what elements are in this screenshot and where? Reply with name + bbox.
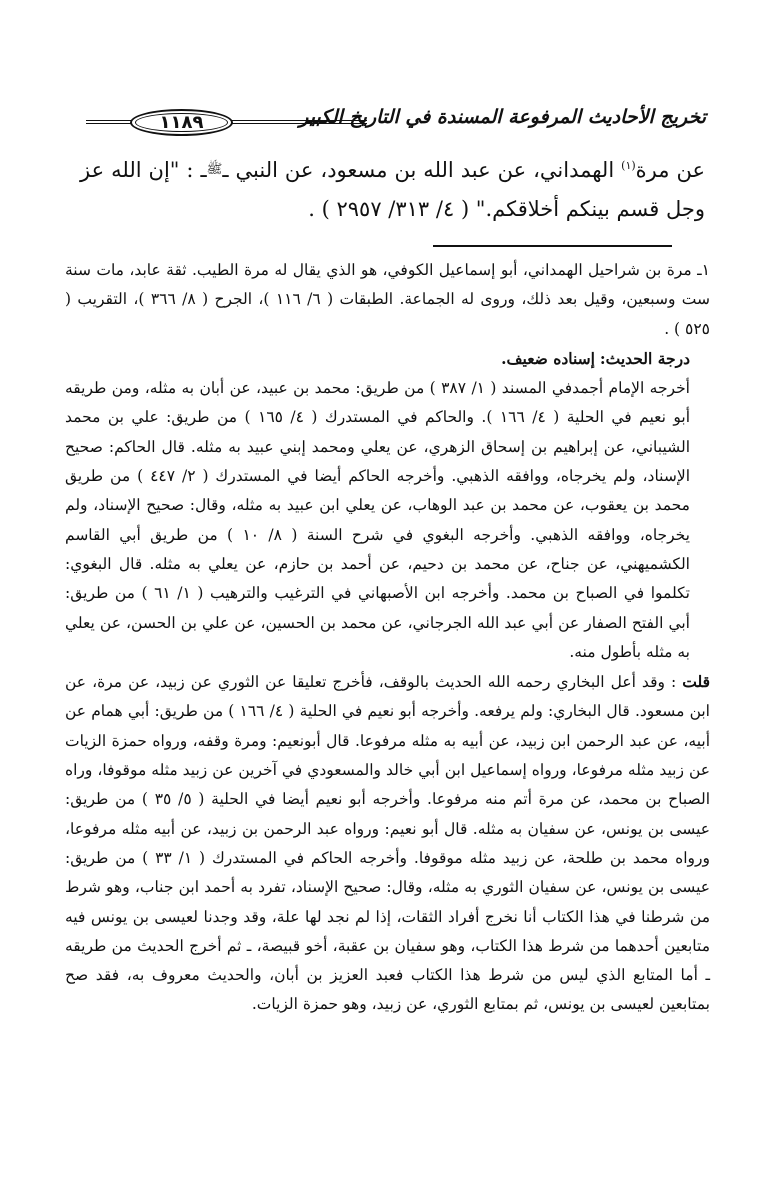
- hadith-text-part3: ـ : "إن الله عز وجل قسم بينكم أخلاقكم." ( ٤/ ٣١٣/ ٢٩٥٧ ) .: [80, 158, 705, 221]
- hadith-grade: [65, 344, 710, 374]
- footnote-1: [65, 256, 710, 344]
- header-rule-left: [86, 120, 131, 124]
- hadith-grade-value: إسناده ضعيف.: [501, 348, 595, 368]
- header-rule-right: [232, 120, 367, 124]
- footnote-reference[interactable]: (١): [621, 159, 636, 172]
- qult-paragraph: [65, 667, 710, 1020]
- running-header: [86, 104, 706, 138]
- takhrij-paragraph: أخرجه الإمام أجمدفي المسند ( ١/ ٣٨٧ ) من طريق: محمد بن عبيد، عن أبان به مثله، ومن طريقه أبو نعيم في الحلية ( ٤/ ١٦٦ ). والحاكم في المستدرك ( ٤/ ١٦٥ ) من طريق: علي بن محمد الشيباني، عن إبراهيم بن إسحاق الزهري، عن يعلي ومحمد إبني عبيد به مثله. قال الحاكم: صحيح الإسناد، ولم يخرجاه، ووافقه الذهبي. وأخرجه الحاكم أيضا في المستدرك ( ٢/ ٤٤٧ ) من طريق محمد بن يعقوب، عن محمد بن عبد الوهاب، عن يعلي ابن عبيد به مثله، وقال: صحيح الإسناد، ولم يخرجاه، ووافقه الذهبي. وأخرجه البغوي في شرح السنة ( ٨/ ١٠ ) من طريق أبي القاسم الكشميهني، عن جناح، عن محمد بن دحيم، عن أحمد بن حازم، عن يعلي به مثله. قال البغوي: تكلموا في الصباح بن محمد. وأخرجه ابن الأصبهاني في الترغيب والترهيب ( ١/ ٦١ ) من طريق: أبي الفتح الصفار عن أبي عبد الله الجرجاني، عن محمد بن الحسين، عن علي بن الحسن، عن يعلي به مثله بأطول منه.: [65, 379, 690, 661]
- footnote-1-text: مرة بن شراحيل الهمداني، أبو إسماعيل الكوفي، هو الذي يقال له مرة الطيب. ثقة عابد، مات سنة ست وسبعين، وقيل بعد ذلك، وروى له الجماعة. الطبقات ( ٦/ ١١٦ )، الجرح ( ٨/ ٣٦٦ )، التقريب ( ٥٢٥ ) .: [65, 261, 711, 338]
- qult-label: قلت: [682, 672, 710, 692]
- footnotes-section: [65, 256, 710, 1020]
- hadith-grade-label: درجة الحديث:: [599, 348, 690, 368]
- footnote-separator: [433, 245, 672, 247]
- hadith-text-part2: الهمداني، عن عبد الله بن مسعود، عن النبي ـ: [222, 158, 622, 182]
- page-number-frame: [130, 109, 233, 136]
- hadith-text: [80, 150, 705, 229]
- footnote-1-marker: ١ـ: [697, 261, 710, 279]
- page-number: ١١٨٩: [159, 112, 204, 133]
- hadith-text-part1: عن مرة: [635, 158, 706, 182]
- qult-text: : وقد أعل البخاري رحمه الله الحديث بالوقف، فأخرج تعليقا عن الثوري عن زبيد، عن مرة، عن ابن مسعود. قال البخاري: ولم يرفعه. وأخرجه أبو نعيم في الحلية ( ٤/ ١٦٦ ) من طريق: أبي همام عن أبيه، عن عبد الرحمن ابن زبيد، عن أبيه به مثله مرفوعا. قال أبونعيم: ومرة وقفه، ورواه حمزة الزيات عن زبيد مثله مرفوعا، ورواه إسماعيل ابن أبي خالد والمسعودي في آخرين عن زبيد مثله موقوفا، وراه الصباح بن محمد، عن مرة أتم منه مرفوعا. وأخرجه أبو نعيم أيضا في الحلية ( ٥/ ٣٥ ) من طريق: عيسى بن يونس، عن سفيان به مثله. قال أبو نعيم: ورواه عبد الرحمن بن زبيد، عن أبيه مثله مرفوعا، ورواه محمد بن طلحة، عن زبيد مثله موقوفا. وأخرجه الحاكم في المستدرك ( ١/ ٣٣ ) من طريق: عيسى بن يونس، عن سفيان الثوري به مثله، وقال: صحيح الإسناد، تفرد به أحمد ابن جناب، وهو شرط من شرطنا في هذا الكتاب أنا نخرج أفراد الثقات، إذا لم نجد لها علة، وقد وجدنا لعيسى بن يونس فيه متابعين أحدهما من شرط هذا الكتاب، وهو سفيان بن عقبة، أخو قبيصة، ـ ثم أخرج الحديث من طريقه ـ أما المتابع الذي ليس من شرط هذا الكتاب فعبد العزيز بن أبان، والحديث معروف به، فقد صح بمتابعين لعيسى بن يونس، ثم بمتابع الثوري، عن زبيد، وهو حمزة الزيات.: [65, 673, 711, 1014]
- header-title: تخريج الأحاديث المرفوعة المسندة في التاريخ الكبير: [299, 106, 706, 128]
- honorific-symbol: ﷺ: [206, 162, 223, 177]
